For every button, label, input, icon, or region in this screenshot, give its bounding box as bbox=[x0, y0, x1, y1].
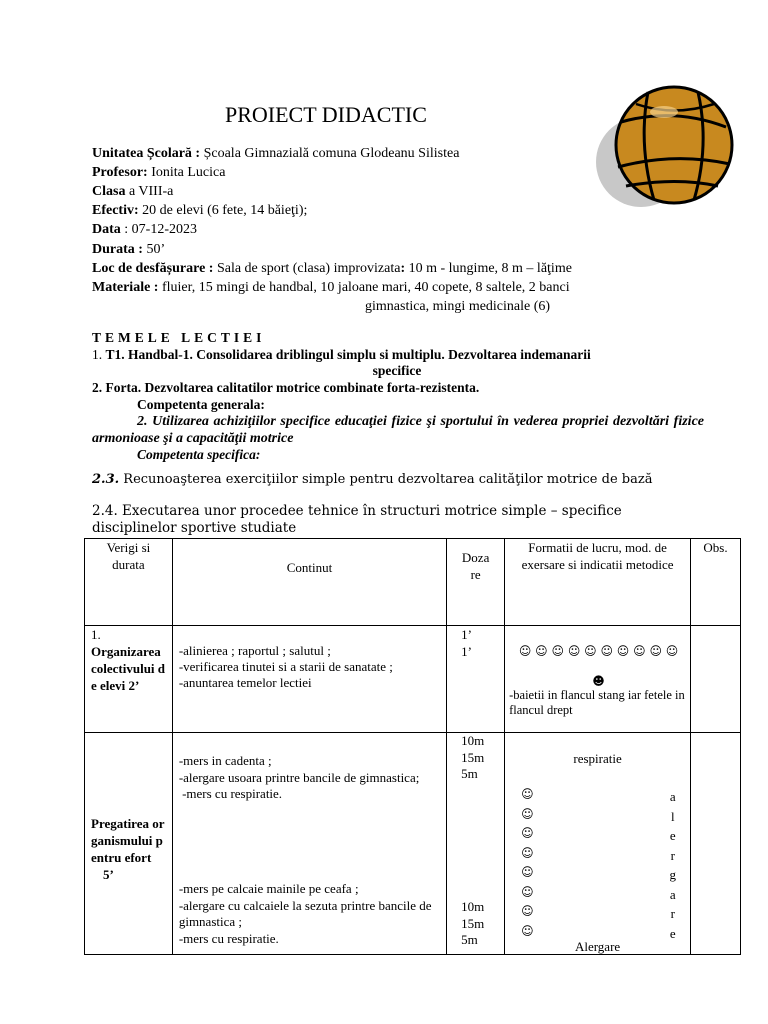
student-smiley: ☺ bbox=[521, 923, 534, 938]
place-dims: 10 m - lungime, 8 m – lăţime bbox=[405, 261, 572, 276]
lesson-table bbox=[84, 538, 741, 955]
duration-line bbox=[92, 240, 165, 259]
students-smileys: ☺ ☺ ☺ ☺ ☺ ☺ ☺ ☺ ☺ ☺ bbox=[518, 644, 679, 658]
competence-2-3-number: 2.3. bbox=[92, 472, 120, 487]
row2-stage bbox=[85, 733, 173, 955]
table-row bbox=[85, 626, 741, 733]
specific-competence-2-3 bbox=[92, 472, 652, 487]
row2-formation bbox=[505, 733, 691, 955]
row1-formation bbox=[505, 626, 691, 733]
row2-content-line: -alergare cu calcaiele la sezuta printre bancile de gimnastica ; bbox=[178, 897, 432, 929]
row1-dosage bbox=[447, 626, 505, 733]
themes-heading: TEMELE LECTIEI bbox=[92, 330, 266, 345]
row2-dosage-top bbox=[461, 733, 498, 783]
place-line bbox=[92, 259, 572, 278]
row2-content bbox=[172, 733, 446, 955]
row2-name: Pregatirea organismului pentru efort bbox=[91, 815, 165, 865]
letter: e bbox=[669, 925, 676, 941]
general-competence-label: Competenta generala: bbox=[137, 397, 265, 412]
letter: e bbox=[669, 828, 676, 843]
row1-note: -baietii in flancul stang iar fetele in flancul drept bbox=[509, 688, 685, 717]
row2-dosage-value: 15m bbox=[461, 749, 485, 765]
teacher-icon: ☻ bbox=[592, 674, 605, 688]
header-dosage: Dozare bbox=[447, 539, 505, 626]
place-colon: : bbox=[400, 261, 406, 276]
row2-content-bottom bbox=[179, 881, 440, 947]
letter: a bbox=[669, 886, 676, 902]
row2-obs bbox=[691, 733, 741, 955]
row2-dosage-value: 10m bbox=[461, 733, 485, 748]
header-formations: Formatii de lucru, mod. de exersare si indicatii metodice bbox=[505, 539, 691, 626]
materials-label: Materiale : bbox=[92, 280, 159, 295]
letter: r bbox=[670, 906, 675, 921]
row1-content bbox=[172, 626, 446, 733]
row2-dosage bbox=[447, 733, 505, 955]
letter: l bbox=[670, 808, 675, 824]
header-obs: Obs. bbox=[691, 539, 741, 626]
row2-content-line: -mers pe calcaie mainile pe ceafa ; bbox=[178, 881, 359, 896]
row2-dosage-bottom bbox=[461, 899, 484, 949]
count-label: Efectiv: bbox=[92, 203, 139, 218]
theme-1 bbox=[92, 347, 682, 363]
teacher-line bbox=[92, 163, 225, 182]
place-value: Sala de sport (clasa) improvizata bbox=[213, 261, 401, 276]
row2-dosage-value: 5m bbox=[461, 766, 478, 781]
row2-content-line: -mers cu respiratie. bbox=[178, 786, 283, 801]
specific-competence-label: Competenta specifica: bbox=[137, 447, 261, 462]
theme-2: 2. Forta. Dezvoltarea calitatilor motrice combinate forta-rezistenta. bbox=[92, 380, 480, 395]
duration-label: Durata : bbox=[92, 242, 143, 257]
letter: g bbox=[669, 867, 677, 882]
count-line bbox=[92, 201, 307, 220]
volleyball-image bbox=[586, 82, 736, 212]
row2-dosage-value: 10m bbox=[461, 899, 485, 914]
date-value: : 07-12-2023 bbox=[120, 222, 197, 237]
row1-dosage-value: 1’ bbox=[461, 644, 473, 659]
row2-duration: 5’ bbox=[103, 866, 114, 882]
theme-1-text: T1. Handbal-1. Consolidarea driblingul simplu si multiplu. Dezvoltarea indemanarii bbox=[105, 347, 591, 362]
student-smiley: ☺ bbox=[521, 845, 534, 860]
row1-name: Organizarea colectivului de elevi 2’ bbox=[91, 644, 166, 693]
row2-content-line: -mers in cadenta ; bbox=[178, 753, 272, 768]
row2-content-top bbox=[179, 753, 440, 803]
letter: a bbox=[669, 789, 676, 804]
teacher-label: Profesor: bbox=[92, 165, 148, 180]
school-line bbox=[92, 144, 459, 163]
specific-competence-2-4: 2.4. Executarea unor procedee tehnice în structuri motrice simple – specifice disciplinelor sportive studiate bbox=[92, 503, 622, 536]
date-line bbox=[92, 220, 197, 239]
row1-obs bbox=[691, 626, 741, 733]
row2-content-line: -alergare usoara printre bancile de gimnastica; bbox=[178, 769, 420, 785]
unit-label: Unitatea Școlară : bbox=[92, 146, 201, 161]
row1-number: 1. bbox=[91, 627, 101, 642]
student-smiley: ☺ bbox=[521, 806, 534, 821]
student-smiley: ☺ bbox=[521, 826, 534, 840]
place-label: Loc de desfășurare : bbox=[92, 261, 214, 276]
formation-running-label: Alergare bbox=[574, 939, 621, 954]
class-line bbox=[92, 182, 173, 201]
general-competence-text: 2. Utilizarea achiziţiilor specifice educaţiei fizice şi sportului în vederea propriei dezvoltări fizice armonioase şi a capacităţii motrice bbox=[92, 414, 704, 446]
row2-dosage-value: 15m bbox=[461, 915, 485, 931]
student-smiley: ☺ bbox=[521, 865, 534, 879]
row1-stage bbox=[85, 626, 173, 733]
row1-content-line: -alinierea ; raportul ; salutul ; bbox=[178, 643, 331, 658]
materials-value: fluier, 15 mingi de handbal, 10 jaloane mari, 40 copete, 8 saltele, 2 banci bbox=[158, 280, 570, 295]
class-label: Clasa bbox=[92, 184, 126, 199]
class-value: a VIII-a bbox=[125, 184, 174, 199]
teacher-value: Ionita Lucica bbox=[147, 165, 226, 180]
page-title: PROIECT DIDACTIC bbox=[225, 102, 427, 127]
header-content: Continut bbox=[172, 539, 446, 626]
row1-content-line: -anuntarea temelor lectiei bbox=[178, 675, 312, 690]
competence-2-3-text: Recunoaşterea exerciţiilor simple pentru dezvoltarea calităţilor motrice de bază bbox=[119, 472, 653, 487]
running-column-smileys bbox=[521, 785, 534, 941]
materials-line bbox=[92, 278, 570, 297]
row2-dosage-value: 5m bbox=[461, 932, 478, 947]
date-label: Data bbox=[92, 222, 121, 237]
letter: r bbox=[670, 847, 675, 863]
student-smiley: ☺ bbox=[521, 884, 534, 899]
formation-breathing-label: respiratie bbox=[573, 751, 622, 766]
vertical-running-word bbox=[670, 787, 677, 943]
count-value: 20 de elevi (6 fete, 14 băieţi); bbox=[138, 203, 308, 218]
theme-1-continued: specifice bbox=[372, 363, 422, 378]
table-row bbox=[85, 733, 741, 955]
row1-content-line: -verificarea tinutei si a starii de sanatate ; bbox=[178, 659, 393, 674]
row2-content-line: -mers cu respiratie. bbox=[178, 930, 279, 946]
table-header-row bbox=[85, 539, 741, 626]
row1-dosage-value: 1’ bbox=[461, 627, 473, 642]
materials-line-2: gimnastica, mingi medicinale (6) bbox=[365, 299, 551, 314]
header-stages: Verigi si durata bbox=[85, 539, 173, 626]
theme-1-number: 1. bbox=[92, 347, 106, 362]
unit-value: Școala Gimnazială comuna Glodeanu Silistea bbox=[200, 146, 460, 161]
student-smiley: ☺ bbox=[521, 787, 534, 801]
duration-value: 50’ bbox=[142, 242, 166, 257]
student-smiley: ☺ bbox=[521, 904, 534, 918]
